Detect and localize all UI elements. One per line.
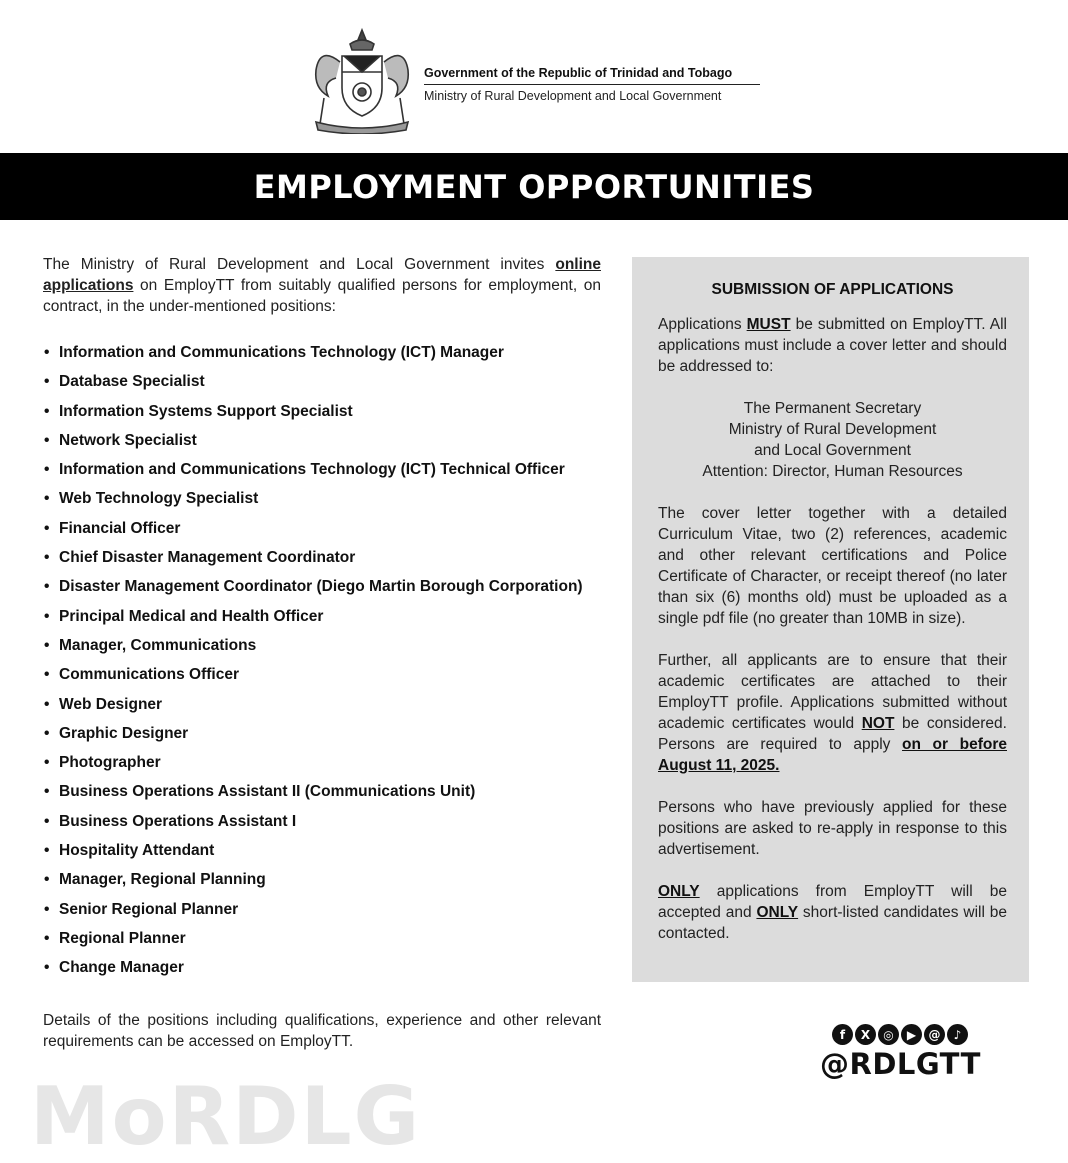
only-emphasis: ONLY (658, 883, 700, 900)
address-line: Ministry of Rural Development (728, 421, 937, 438)
position-item: • Principal Medical and Health Officer (43, 602, 623, 631)
threads-icon[interactable]: @ (924, 1024, 945, 1045)
position-item: • Web Designer (43, 690, 623, 719)
position-item: • Information and Communications Technology (ICT) Technical Officer (43, 455, 623, 484)
title-banner (0, 153, 1068, 220)
details-paragraph: Details of the positions including qualifications, experience and other relevant requirements can be accessed on EmployTT. (43, 1012, 601, 1050)
position-item: • Manager, Regional Planning (43, 865, 623, 894)
intro-text-start: The Ministry of Rural Development and Local Government invites (43, 256, 556, 273)
cover-letter-paragraph: The cover letter together with a detailed Curriculum Vitae, two (2) references, academic and other relevant certifications and Police Certificate of Character, or receipt thereof (no later than six (6) months old) must be uploaded as a single pdf file (no greater than 10MB in size). (658, 505, 1007, 627)
certificates-paragraph (658, 650, 1007, 776)
position-item: • Hospitality Attendant (43, 836, 623, 865)
only-emphasis: ONLY (756, 904, 799, 921)
reapply-paragraph: Persons who have previously applied for these positions are asked to re-apply in response to this advertisement. (658, 799, 1007, 858)
x-icon[interactable]: X (855, 1024, 876, 1045)
position-item: • Database Specialist (43, 367, 623, 396)
watermark: MoRDLG (30, 1070, 422, 1163)
position-item: • Senior Regional Planner (43, 895, 623, 924)
deadline: on or before August 11, 2025. (658, 736, 1007, 774)
instagram-icon[interactable]: ◎ (878, 1024, 899, 1045)
social-handle[interactable]: @RDLGTT (820, 1047, 981, 1081)
intro-text-end: on EmployTT from suitably qualified persons for employment, on contract, in the under-mentioned positions: (43, 277, 601, 315)
government-name: Government of the Republic of Trinidad and Tobago (424, 66, 760, 85)
positions-list (43, 338, 623, 983)
address-line: The Permanent Secretary (743, 400, 922, 417)
position-item: • Information and Communications Technology (ICT) Manager (43, 338, 623, 367)
address-line: Attention: Director, Human Resources (702, 463, 963, 480)
position-item: • Disaster Management Coordinator (Diego Martin Borough Corporation) (43, 572, 623, 601)
address-line: and Local Government (754, 442, 911, 459)
position-item: • Photographer (43, 748, 623, 777)
facebook-icon[interactable]: f (832, 1024, 853, 1045)
submission-title: SUBMISSION OF APPLICATIONS (711, 281, 954, 298)
address-block (658, 398, 1007, 482)
social-block (820, 1024, 980, 1081)
submission-panel (632, 257, 1029, 982)
position-item: • Communications Officer (43, 660, 623, 689)
position-item: • Network Specialist (43, 426, 623, 455)
text: be submitted on EmployTT. All applications must include a cover letter and should be addressed to: (658, 316, 1007, 375)
only-paragraph (658, 881, 1007, 944)
not-emphasis: NOT (861, 715, 895, 732)
position-item: • Business Operations Assistant I (43, 807, 623, 836)
youtube-icon[interactable]: ▶ (901, 1024, 922, 1045)
position-item: • Information Systems Support Specialist (43, 397, 623, 426)
position-item: • Chief Disaster Management Coordinator (43, 543, 623, 572)
position-item: • Graphic Designer (43, 719, 623, 748)
text: short-listed candidates will be contacted. (658, 904, 1007, 942)
text: Further, all applicants are to ensure that their academic certificates are attached to their EmployTT profile. Applications submitted without academic certificates would (658, 652, 1007, 732)
online-applications-link[interactable]: online applications (43, 256, 601, 294)
must-emphasis: MUST (746, 316, 791, 333)
position-item: • Change Manager (43, 953, 623, 982)
position-item: • Web Technology Specialist (43, 484, 623, 513)
tiktok-icon[interactable]: ♪ (947, 1024, 968, 1045)
government-header (424, 66, 760, 103)
social-icons (820, 1024, 980, 1045)
text: applications from EmployTT will be accepted and (658, 883, 1007, 921)
position-item: • Manager, Communications (43, 631, 623, 660)
ministry-name: Ministry of Rural Development and Local Government (424, 89, 722, 103)
text: be considered. Persons are required to apply (658, 715, 1007, 753)
position-item: • Business Operations Assistant II (Communications Unit) (43, 777, 623, 806)
submission-instructions (658, 314, 1007, 377)
page-title: EMPLOYMENT OPPORTUNITIES (253, 167, 815, 206)
position-item: • Financial Officer (43, 514, 623, 543)
header (0, 0, 1068, 152)
coat-of-arms-icon (306, 26, 418, 134)
position-item: • Regional Planner (43, 924, 623, 953)
intro-paragraph (43, 254, 601, 317)
text: Applications (658, 316, 747, 333)
